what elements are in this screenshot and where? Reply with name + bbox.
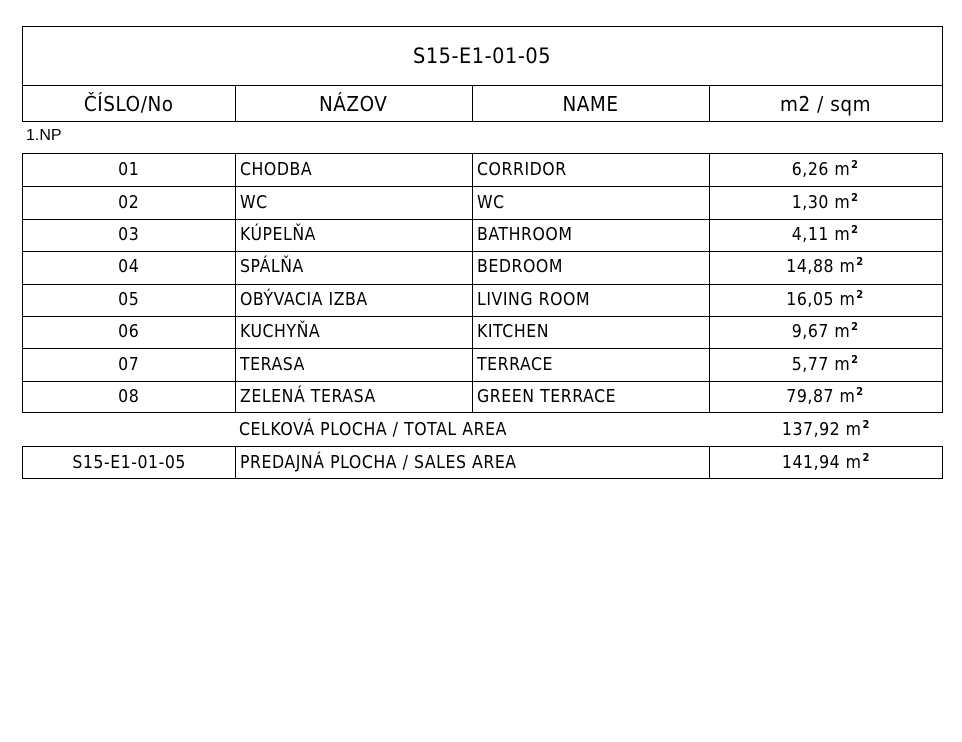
room-number: 07 — [118, 354, 140, 375]
sales-area-unit-sup: 2 — [862, 450, 870, 464]
sales-area-unit: m — [845, 452, 862, 473]
room-area-value: 1,30 — [792, 192, 830, 213]
column-divider — [235, 219, 236, 251]
room-number: 02 — [118, 192, 140, 213]
table-row — [23, 284, 942, 316]
room-name-en: BATHROOM — [477, 224, 573, 245]
room-name-en: GREEN TERRACE — [477, 386, 617, 407]
column-divider — [709, 284, 710, 316]
room-number-cell — [23, 348, 235, 380]
column-divider — [709, 381, 710, 413]
total-label: CELKOVÁ PLOCHA / TOTAL AREA — [239, 419, 507, 440]
column-divider — [472, 316, 473, 348]
room-area-unit: m — [834, 224, 851, 245]
room-name-sk-cell — [235, 219, 472, 251]
room-area-cell — [709, 381, 942, 413]
sales-row — [22, 446, 943, 479]
sales-area-cell — [709, 447, 942, 478]
room-name-sk: CHODBA — [240, 160, 313, 181]
room-name-en: CORRIDOR — [477, 160, 567, 181]
room-area-unit-sup: 2 — [851, 320, 859, 334]
room-number-cell — [23, 316, 235, 348]
room-name-en-cell — [472, 284, 709, 316]
header-area: m2 / sqm — [779, 91, 872, 116]
section-label: 1.NP — [26, 127, 62, 144]
room-name-en: TERRACE — [477, 354, 554, 375]
column-divider — [235, 251, 236, 283]
room-area-unit-sup: 2 — [851, 190, 859, 204]
room-name-sk: SPÁLŇA — [240, 257, 304, 278]
column-divider — [709, 186, 710, 218]
title-cell — [23, 27, 942, 85]
room-number: 06 — [118, 322, 140, 343]
header-name-sk-cell — [235, 86, 472, 121]
room-name-sk-cell — [235, 154, 472, 186]
room-area-value: 9,67 — [792, 322, 830, 343]
column-divider — [235, 154, 236, 186]
column-divider — [472, 219, 473, 251]
room-area-cell — [709, 316, 942, 348]
total-label-cell — [234, 413, 708, 446]
table-row — [23, 154, 942, 186]
column-divider — [235, 348, 236, 380]
column-divider — [235, 316, 236, 348]
room-name-en: KITCHEN — [477, 322, 550, 343]
room-number: 03 — [118, 224, 140, 245]
room-area-unit: m — [839, 386, 856, 407]
total-area-cell — [708, 413, 943, 446]
sales-label-cell — [235, 447, 709, 478]
room-name-sk-cell — [235, 251, 472, 283]
room-area-unit: m — [834, 192, 851, 213]
room-area-value: 16,05 — [786, 289, 835, 310]
room-area-unit: m — [839, 289, 856, 310]
room-name-sk-cell — [235, 348, 472, 380]
header-area-cell — [709, 86, 942, 121]
column-divider — [472, 381, 473, 413]
room-area-cell — [709, 251, 942, 283]
room-name-en: WC — [477, 192, 505, 213]
room-name-sk: OBÝVACIA IZBA — [240, 289, 368, 310]
header-number-cell — [23, 86, 235, 121]
total-row — [22, 413, 943, 446]
column-divider — [472, 348, 473, 380]
room-area-unit-sup: 2 — [851, 222, 859, 236]
room-area-unit: m — [834, 160, 851, 181]
room-number-cell — [23, 186, 235, 218]
rooms-table — [22, 153, 943, 413]
column-divider — [235, 186, 236, 218]
total-area-value: 137,92 — [781, 419, 840, 440]
room-area-unit: m — [839, 257, 856, 278]
room-name-sk: KÚPELŇA — [240, 224, 316, 245]
table-row — [23, 381, 942, 413]
table-row — [23, 219, 942, 251]
room-area-value: 5,77 — [792, 354, 830, 375]
table-row — [23, 316, 942, 348]
table-row — [23, 186, 942, 218]
column-divider — [472, 186, 473, 218]
room-area-cell — [709, 284, 942, 316]
column-divider — [472, 154, 473, 186]
header-number: ČÍSLO/No — [84, 91, 174, 116]
column-divider — [709, 154, 710, 186]
room-name-sk: KUCHYŇA — [240, 322, 321, 343]
total-area-unit-sup: 2 — [862, 417, 870, 431]
room-name-en: LIVING ROOM — [477, 289, 591, 310]
room-area-unit: m — [834, 322, 851, 343]
column-divider — [709, 219, 710, 251]
table-title: S15-E1-01-05 — [413, 44, 552, 68]
room-number-cell — [23, 154, 235, 186]
room-area-unit-sup: 2 — [856, 287, 865, 301]
header-name-en-cell — [472, 86, 709, 121]
room-name-en-cell — [472, 219, 709, 251]
room-name-en-cell — [472, 186, 709, 218]
column-divider — [709, 348, 710, 380]
room-name-en: BEDROOM — [477, 257, 563, 278]
column-divider — [709, 316, 710, 348]
sales-label: PREDAJNÁ PLOCHA / SALES AREA — [240, 452, 517, 473]
sales-area-value: 141,94 — [781, 452, 840, 473]
room-area-value: 79,87 — [786, 386, 835, 407]
table-row — [23, 348, 942, 380]
room-number-cell — [23, 284, 235, 316]
column-divider — [235, 381, 236, 413]
room-area-value: 14,88 — [786, 257, 835, 278]
column-divider — [472, 251, 473, 283]
room-number: 04 — [118, 257, 140, 278]
room-area-value: 6,26 — [792, 160, 830, 181]
sales-number: S15-E1-01-05 — [72, 452, 186, 473]
title-block — [22, 26, 943, 122]
room-name-sk-cell — [235, 284, 472, 316]
room-area-unit-sup: 2 — [856, 255, 865, 269]
room-area-unit-sup: 2 — [851, 158, 859, 172]
column-divider — [472, 284, 473, 316]
room-number-cell — [23, 251, 235, 283]
room-number: 08 — [118, 386, 140, 407]
room-name-en-cell — [472, 316, 709, 348]
room-name-sk: ZELENÁ TERASA — [240, 386, 376, 407]
column-divider — [709, 251, 710, 283]
total-area-unit: m — [845, 419, 862, 440]
room-name-en-cell — [472, 251, 709, 283]
room-number: 01 — [118, 160, 140, 181]
header-name-en: NAME — [562, 91, 619, 116]
room-name-sk: TERASA — [240, 354, 305, 375]
room-name-sk: WC — [240, 192, 268, 213]
header-row — [23, 86, 942, 121]
room-area-unit: m — [834, 354, 851, 375]
room-number: 05 — [118, 289, 140, 310]
room-area-cell — [709, 154, 942, 186]
header-name-sk: NÁZOV — [319, 91, 388, 116]
room-number-cell — [23, 381, 235, 413]
room-area-cell — [709, 348, 942, 380]
room-name-sk-cell — [235, 381, 472, 413]
room-name-en-cell — [472, 154, 709, 186]
room-number-cell — [23, 219, 235, 251]
table-row — [23, 251, 942, 283]
sales-number-cell — [23, 447, 235, 478]
room-area-cell — [709, 219, 942, 251]
room-area-cell — [709, 186, 942, 218]
room-area-unit-sup: 2 — [851, 352, 859, 366]
column-divider — [235, 284, 236, 316]
room-name-en-cell — [472, 381, 709, 413]
room-name-sk-cell — [235, 316, 472, 348]
room-area-unit-sup: 2 — [856, 384, 865, 398]
room-name-en-cell — [472, 348, 709, 380]
room-area-value: 4,11 — [792, 224, 830, 245]
room-name-sk-cell — [235, 186, 472, 218]
